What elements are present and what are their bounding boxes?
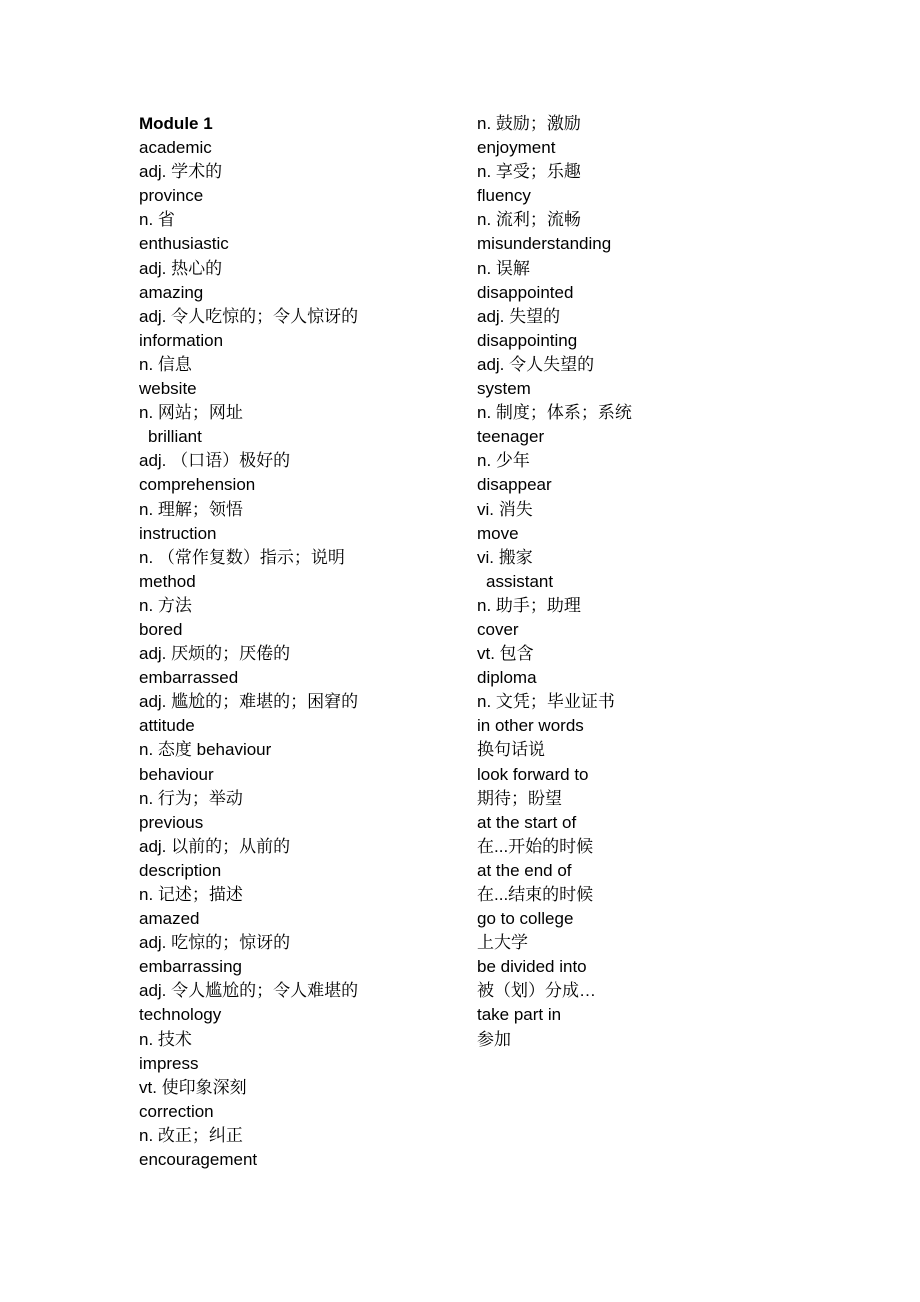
vocab-line: amazed (139, 909, 200, 929)
vocab-line: disappear (477, 475, 552, 495)
vocab-line: 在...结束的时候 (477, 885, 594, 904)
vocab-line: n. 鼓励；激励 (477, 114, 581, 133)
vocab-line: cover (477, 619, 519, 639)
vocab-line: technology (139, 1005, 222, 1025)
vocab-line: adj. 厌烦的；厌倦的 (139, 644, 291, 664)
vocab-line: enthusiastic (139, 234, 229, 254)
vocab-line: move (477, 523, 519, 543)
vocab-line: n. 文凭；毕业证书 (477, 692, 615, 712)
vocab-line: disappointed (477, 282, 574, 302)
vocab-line: adj. （口语）极好的 (139, 451, 291, 471)
vocab-line: impress (139, 1053, 199, 1073)
vocab-line: vt. 使印象深刻 (139, 1077, 247, 1097)
vocab-line: n. 流利；流畅 (477, 210, 581, 230)
vocab-line: 被（划）分成… (477, 981, 596, 1001)
vocab-line: n. 助手；助理 (477, 595, 581, 615)
vocab-line: province (139, 186, 204, 206)
vocab-line: embarrassed (139, 668, 239, 688)
vocab-line: assistant (486, 571, 554, 591)
vocab-line: n. 方法 (139, 595, 192, 615)
vocab-line: n. 行为；举动 (139, 788, 243, 808)
vocab-line: attitude (139, 716, 195, 736)
vocab-line: comprehension (139, 475, 256, 495)
vocab-line: n. 少年 (477, 451, 530, 471)
vocab-line: information (139, 330, 224, 350)
vocab-line: embarrassing (139, 957, 242, 977)
vocab-line: n. 制度；体系；系统 (477, 403, 632, 423)
vocab-line: n. （常作复数）指示；说明 (139, 547, 345, 567)
vocab-line: adj. 热心的 (139, 258, 223, 278)
vocab-line: amazing (139, 282, 204, 302)
vocab-line: be divided into (477, 957, 587, 977)
vocab-line: n. 享受；乐趣 (477, 162, 581, 182)
vocab-line: n. 网站；网址 (139, 403, 243, 423)
vocab-line: adj. 吃惊的；惊讶的 (139, 933, 291, 953)
vocab-line: n. 省 (139, 210, 175, 230)
vocab-line: n. 记述；描述 (139, 885, 243, 904)
vocab-line: instruction (139, 523, 217, 543)
vocab-line: academic (139, 138, 212, 158)
vocab-line: correction (139, 1101, 214, 1121)
vocab-line: adj. 失望的 (477, 306, 561, 326)
vocab-line: n. 技术 (139, 1029, 192, 1049)
vocab-line: website (139, 379, 197, 399)
vocab-line: n. 态度 behaviour (139, 740, 272, 760)
vocab-line: 期待；盼望 (477, 788, 562, 808)
vocab-line: at the end of (477, 860, 572, 880)
vocab-line: diploma (477, 668, 537, 688)
vocab-line: system (477, 379, 531, 399)
module-heading: Module 1 (139, 114, 213, 133)
vocab-line: n. 误解 (477, 258, 530, 278)
vocab-line: 换句话说 (477, 740, 545, 760)
vocab-line: 在...开始的时候 (477, 836, 594, 856)
vocab-line: method (139, 571, 196, 591)
vocab-line: adj. 令人尴尬的；令人难堪的 (139, 981, 359, 1001)
vocab-line: teenager (477, 427, 545, 447)
vocab-line: fluency (477, 186, 531, 206)
left-vocabulary-column (139, 112, 459, 1172)
vocab-line: vt. 包含 (477, 644, 534, 664)
vocab-line: vi. 搬家 (477, 547, 533, 567)
vocab-line: bored (139, 619, 183, 639)
vocab-line: n. 理解；领悟 (139, 499, 243, 519)
vocab-line: adj. 以前的；从前的 (139, 836, 291, 856)
vocab-line: adj. 令人失望的 (477, 354, 595, 374)
vocab-line: go to college (477, 909, 574, 929)
vocab-line: enjoyment (477, 138, 556, 158)
vocab-line: behaviour (139, 764, 214, 784)
vocab-line: n. 改正；纠正 (139, 1125, 243, 1145)
vocab-line: in other words (477, 716, 584, 736)
vocab-line: adj. 尴尬的；难堪的；困窘的 (139, 692, 359, 712)
vocab-line: adj. 令人吃惊的；令人惊讶的 (139, 306, 359, 326)
vocab-line: disappointing (477, 330, 578, 350)
vocab-line: vi. 消失 (477, 499, 533, 519)
vocab-line: at the start of (477, 812, 577, 832)
vocab-line: misunderstanding (477, 234, 612, 254)
right-vocabulary-column (477, 112, 777, 1052)
vocab-line: take part in (477, 1005, 562, 1025)
vocab-line: look forward to (477, 764, 589, 784)
vocab-line: previous (139, 812, 204, 832)
vocab-line: n. 信息 (139, 354, 192, 374)
vocab-line: encouragement (139, 1150, 258, 1170)
vocab-line: 上大学 (477, 933, 528, 953)
vocab-line: description (139, 860, 222, 880)
vocab-line: adj. 学术的 (139, 162, 223, 182)
vocab-line: brilliant (148, 427, 202, 447)
vocab-line: 参加 (477, 1029, 511, 1049)
